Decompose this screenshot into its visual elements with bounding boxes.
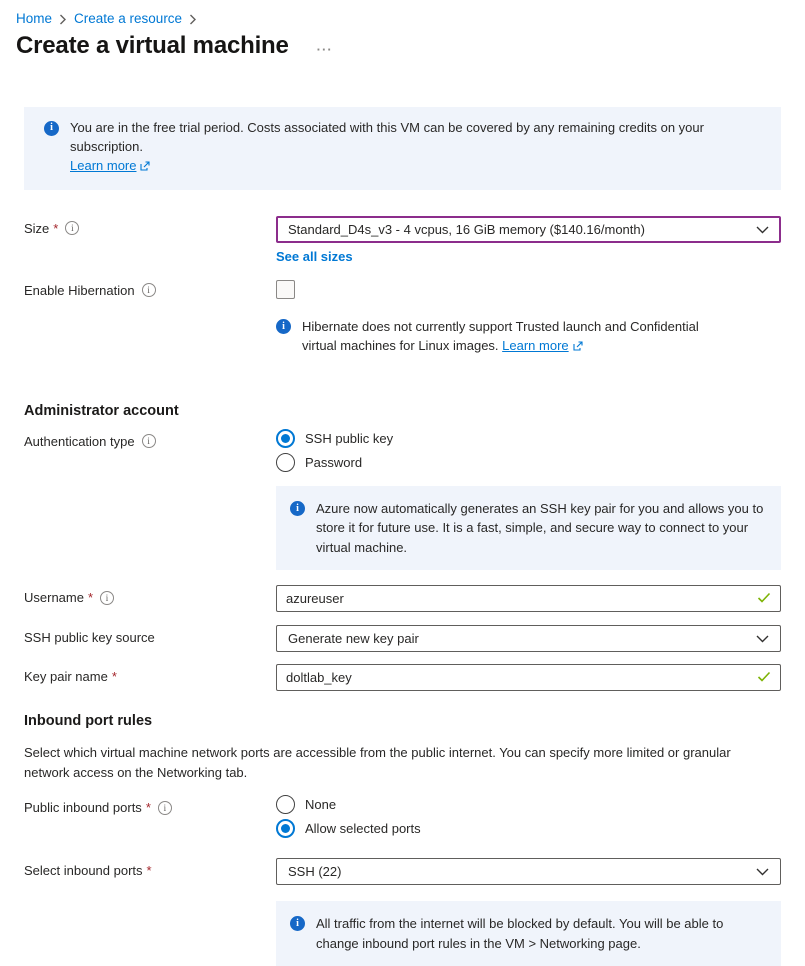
- see-all-sizes-link[interactable]: See all sizes: [276, 248, 353, 264]
- required-asterisk: *: [146, 863, 152, 879]
- info-icon: [276, 319, 291, 334]
- radio-label: None: [305, 797, 337, 813]
- spacer: [24, 317, 276, 322]
- page-title: Create a virtual machine: [16, 32, 289, 59]
- chevron-down-icon: [756, 864, 769, 879]
- external-link-icon: [140, 158, 150, 177]
- chevron-right-icon: [59, 14, 67, 25]
- checkmark-icon: [757, 670, 771, 685]
- username-label: Username * i: [24, 585, 276, 605]
- size-label: Size * i: [24, 216, 276, 236]
- inbound-traffic-infobox: [276, 901, 781, 966]
- chevron-down-icon: [756, 222, 769, 237]
- required-asterisk: *: [145, 800, 151, 816]
- required-asterisk: *: [111, 669, 117, 685]
- key-pair-name-input[interactable]: [286, 670, 757, 685]
- info-tooltip-icon[interactable]: [142, 434, 156, 448]
- spacer: [24, 901, 276, 906]
- ssh-keypair-infobox: [276, 486, 781, 571]
- administrator-account-heading: Administrator account: [24, 402, 179, 419]
- size-dropdown-value: Standard_D4s_v3 - 4 vcpus, 16 GiB memory ($140.16/month): [288, 221, 645, 237]
- info-tooltip-icon[interactable]: [142, 283, 156, 297]
- ssh-key-source-label: SSH public key source: [24, 630, 155, 646]
- radio-ssh-public-key[interactable]: [276, 429, 781, 448]
- enable-hibernation-checkbox[interactable]: [276, 280, 295, 299]
- radio-none[interactable]: [276, 795, 781, 814]
- radio-unselected-icon: [276, 453, 295, 472]
- info-icon: [44, 121, 59, 136]
- breadcrumb: [0, 0, 805, 26]
- info-tooltip-icon[interactable]: [158, 801, 172, 815]
- breadcrumb-create-a-resource[interactable]: Create a resource: [74, 11, 183, 26]
- authentication-type-label: Authentication type i: [24, 429, 276, 449]
- enable-hibernation-label: Enable Hibernation i: [24, 278, 276, 298]
- radio-selected-icon: [276, 429, 295, 448]
- username-field-wrapper: [276, 585, 781, 612]
- hibernation-note: [276, 317, 724, 357]
- info-tooltip-icon[interactable]: [100, 591, 114, 605]
- ssh-key-source-value: Generate new key pair: [288, 631, 419, 647]
- info-icon: [290, 501, 305, 516]
- info-tooltip-icon[interactable]: [65, 221, 79, 235]
- breadcrumb-home[interactable]: Home: [16, 11, 53, 26]
- trial-banner-text: You are in the free trial period. Costs associated with this VM can be covered by any remaining credits on your subscription.: [70, 120, 704, 154]
- public-inbound-ports-label: Public inbound ports * i: [24, 795, 276, 815]
- checkmark-icon: [757, 591, 771, 606]
- radio-allow-selected-ports[interactable]: [276, 819, 781, 838]
- spacer: [24, 486, 276, 491]
- hibernation-note-text: Hibernate does not currently support Trusted launch and Confidential virtual machines for Linux images.: [302, 318, 699, 354]
- select-inbound-ports-label: Select inbound ports *: [24, 863, 152, 879]
- inbound-port-rules-heading: Inbound port rules: [24, 713, 153, 730]
- trial-info-banner: [24, 107, 781, 190]
- info-icon: [290, 916, 305, 931]
- size-dropdown[interactable]: [276, 216, 781, 243]
- authentication-type-radio-group: [276, 429, 781, 472]
- radio-label: SSH public key: [305, 430, 394, 446]
- radio-password[interactable]: [276, 453, 781, 472]
- chevron-right-icon: [189, 14, 197, 25]
- key-pair-name-label: Key pair name *: [24, 669, 117, 685]
- inbound-traffic-info-text: All traffic from the internet will be blocked by default. You will be able to change inbound port rules in the VM > Networking page.: [316, 916, 724, 951]
- trial-learn-more-link[interactable]: Learn more: [70, 157, 137, 173]
- select-inbound-ports-dropdown[interactable]: [276, 858, 781, 885]
- username-input[interactable]: [286, 591, 757, 606]
- inbound-port-rules-description: Select which virtual machine network ports are accessible from the public internet. You can specify more limited or granular network access on the Networking tab.: [24, 745, 731, 781]
- external-link-icon: [573, 337, 583, 357]
- select-inbound-ports-value: SSH (22): [288, 864, 342, 880]
- key-pair-name-field-wrapper: [276, 664, 781, 691]
- radio-label: Allow selected ports: [305, 821, 421, 837]
- radio-selected-icon: [276, 819, 295, 838]
- required-asterisk: *: [87, 590, 94, 606]
- radio-label: Password: [305, 454, 363, 470]
- radio-unselected-icon: [276, 795, 295, 814]
- ssh-key-source-dropdown[interactable]: [276, 625, 781, 652]
- chevron-down-icon: [756, 631, 769, 646]
- ssh-keypair-info-text: Azure now automatically generates an SSH key pair for you and allows you to store it for future use. It is a fast, simple, and secure way to connect to your virtual machine.: [316, 500, 764, 555]
- public-inbound-ports-radio-group: [276, 795, 781, 838]
- ellipsis-icon[interactable]: ···: [316, 42, 333, 57]
- required-asterisk: *: [53, 220, 59, 236]
- hibernation-learn-more-link[interactable]: Learn more: [502, 338, 569, 354]
